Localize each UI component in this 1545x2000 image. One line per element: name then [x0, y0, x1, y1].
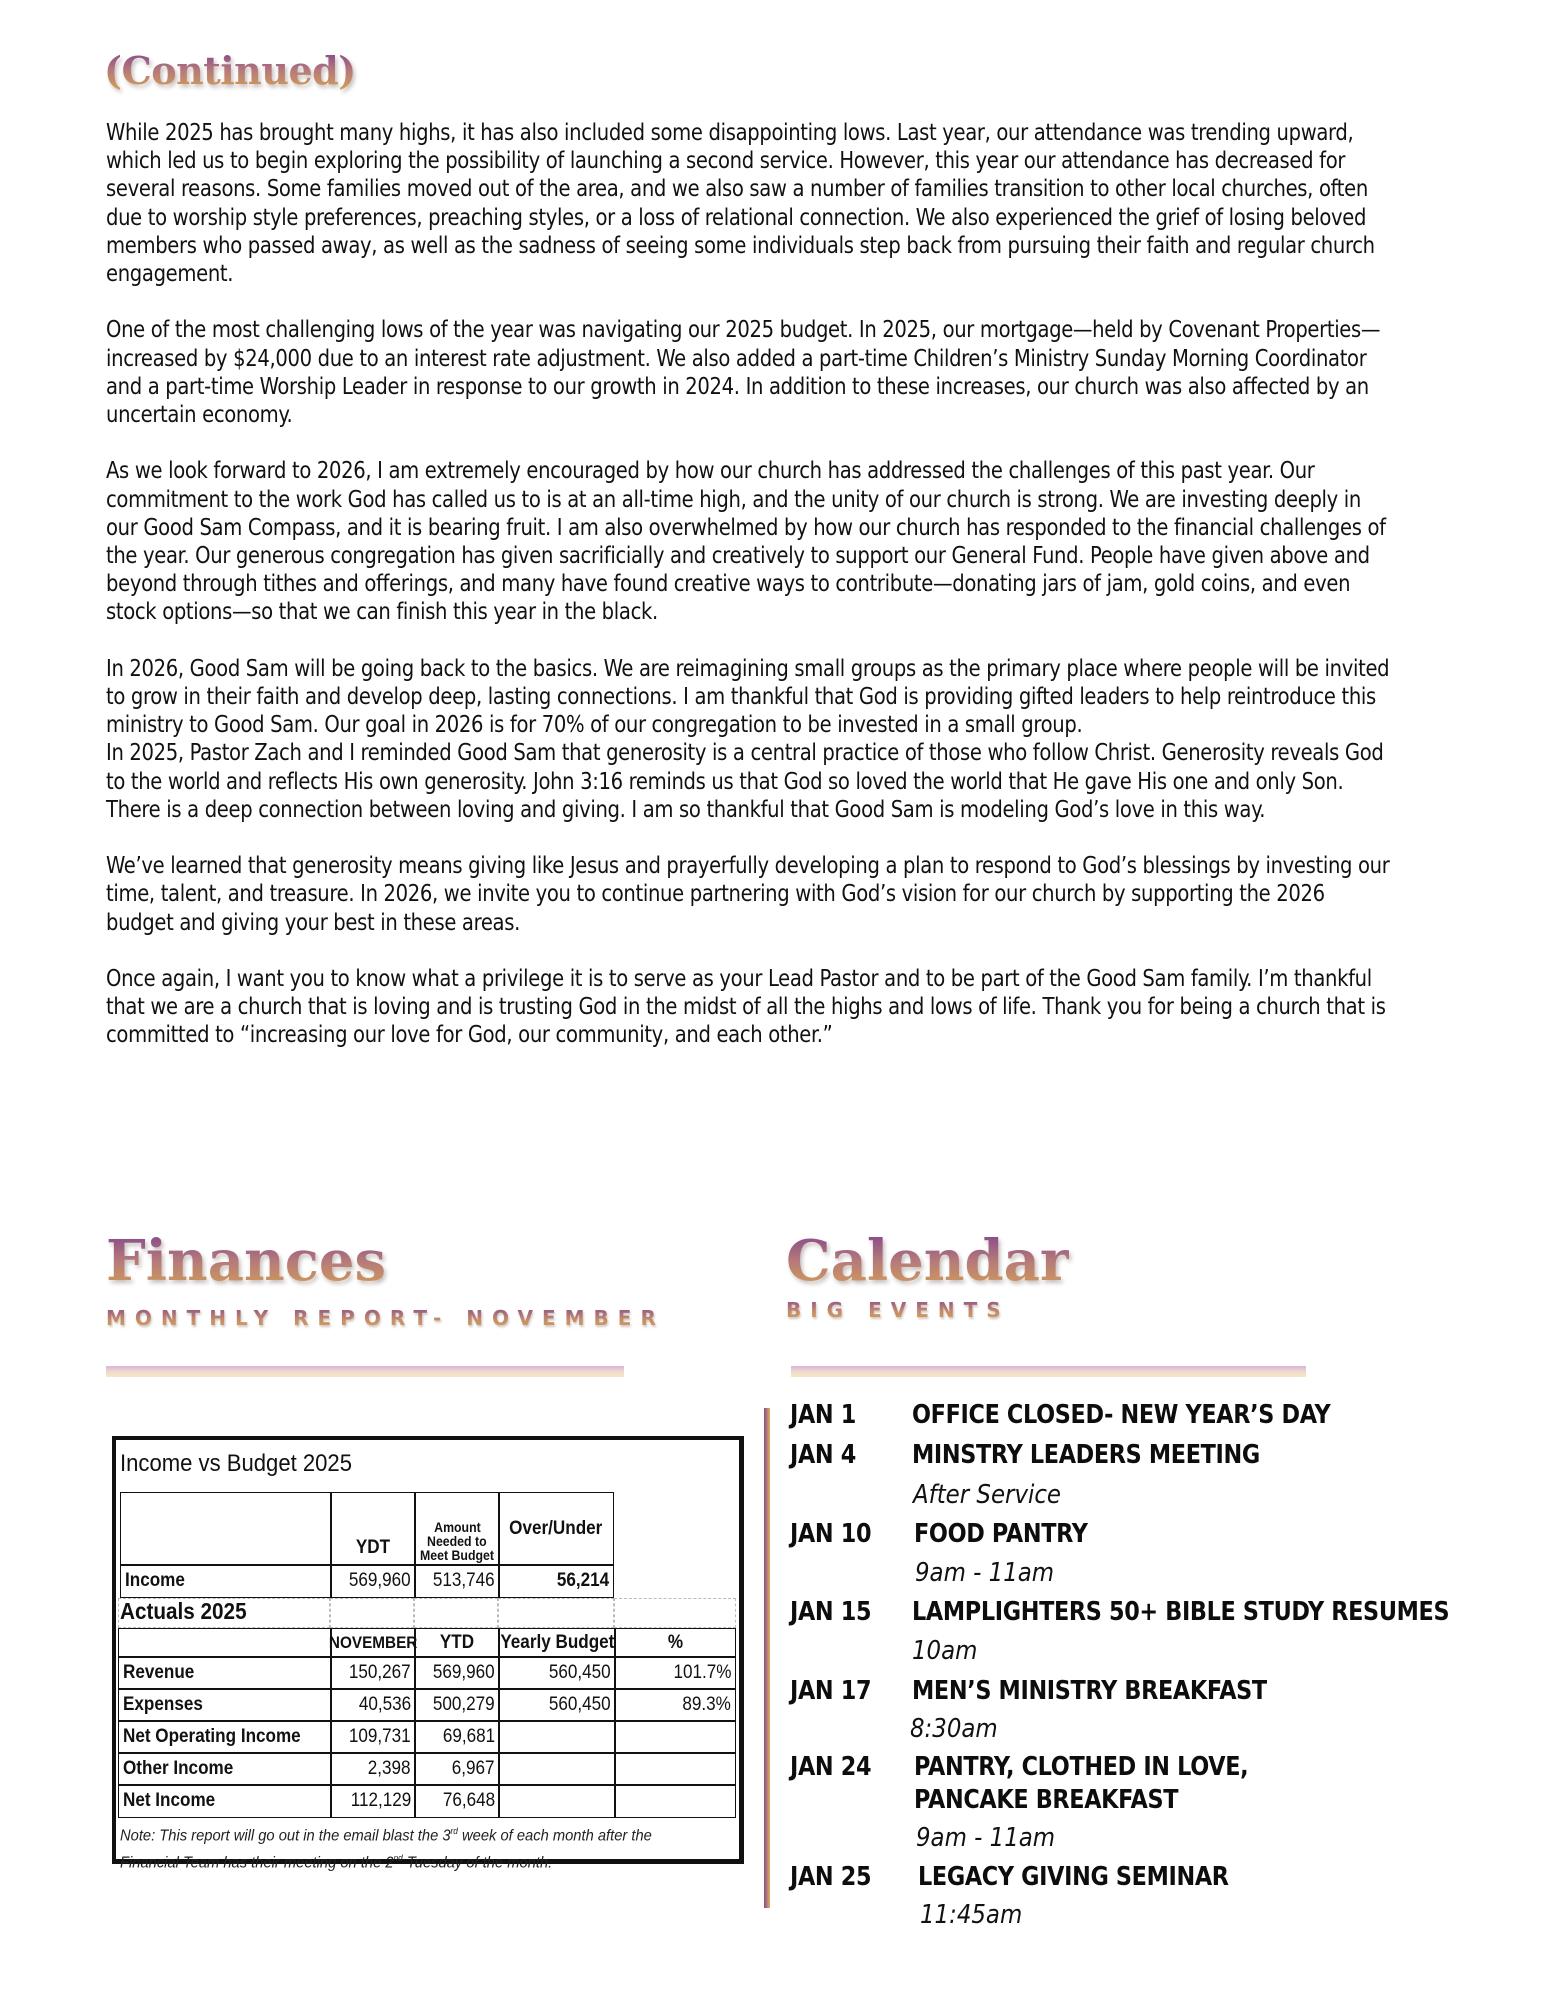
- actuals-row-ytd: 6,967: [414, 1752, 500, 1786]
- actuals-row-pct: 101.7%: [614, 1656, 736, 1690]
- actuals-row-pct: [614, 1784, 736, 1818]
- actuals-row-yearly-budget: 560,450: [498, 1688, 616, 1722]
- event-date: JAN 25: [790, 1862, 872, 1892]
- actuals-row-label: Expenses: [118, 1688, 332, 1722]
- event-title: OFFICE CLOSED- NEW YEAR’S DAY: [912, 1400, 1331, 1430]
- event-date: JAN 4: [790, 1440, 856, 1470]
- event-date: JAN 10: [790, 1519, 872, 1549]
- actuals-row-november: 2,398: [330, 1752, 416, 1786]
- grid-cell: [498, 1598, 614, 1628]
- actuals-row-pct: [614, 1720, 736, 1754]
- grid-cell: [414, 1598, 498, 1628]
- event-title-line2: PANCAKE BREAKFAST: [914, 1785, 1179, 1815]
- actuals-row-ytd: 569,960: [414, 1656, 500, 1690]
- actuals-row-yearly-budget: 560,450: [498, 1656, 616, 1690]
- actuals-row-ytd: 500,279: [414, 1688, 500, 1722]
- event-title: FOOD PANTRY: [914, 1519, 1088, 1549]
- actuals-row-label: Net Income: [118, 1784, 332, 1818]
- actuals-row-label: Other Income: [118, 1752, 332, 1786]
- actuals-row-november: 112,129: [330, 1784, 416, 1818]
- actuals-row-pct: [614, 1752, 736, 1786]
- actuals-row-november: 40,536: [330, 1688, 416, 1722]
- income-header-ydt: YDT: [330, 1492, 416, 1566]
- continued-heading: (Continued): [104, 48, 356, 93]
- event-title: PANTRY, CLOTHED IN LOVE,: [914, 1752, 1249, 1782]
- actuals-row-ytd: 69,681: [414, 1720, 500, 1754]
- event-date: JAN 15: [790, 1597, 872, 1627]
- event-title: MINSTRY LEADERS MEETING: [912, 1440, 1260, 1470]
- finances-subtitle: MONTHLY REPORT- NOVEMBER: [106, 1306, 665, 1330]
- actuals-row-yearly-budget: [498, 1784, 616, 1818]
- actuals-header-pct: %: [614, 1628, 736, 1658]
- income-header-needed: Amount Needed to Meet Budget: [414, 1492, 500, 1566]
- paragraph: One of the most challenging lows of the year was navigating our 2025 budget. In 2025, our mortgage—held by Covenant Properties—increased by $24,000 due to an interest rate adjustment. We also added a part-time Children’s Ministry Sunday Morning Coordinator and a part-time Worship Leader in response to our growth in 2024. In addition to these increases, our church was also affected by an uncertain economy.: [106, 315, 1381, 429]
- income-row-ydt: 569,960: [330, 1564, 416, 1598]
- event-time: 8:30am: [910, 1714, 998, 1744]
- paragraph: While 2025 has brought many highs, it has also included some disappointing lows. Last year, our attendance was trending upward, which led us to begin exploring the possibility of launching a second service. However, this year our attendance has decreased for several reasons. Some families moved out of the area, and we also saw a number of families transition to other local churches, often due to worship style preferences, preaching styles, or a loss of relational connection. We also experienced the grief of losing beloved members who passed away, as well as the sadness of seeing some individuals step back from pursuing their faith and regular church engagement.: [106, 118, 1375, 288]
- income-header-over-under: Over/Under: [498, 1492, 614, 1566]
- actuals-row-november: 150,267: [330, 1656, 416, 1690]
- grid-cell: [330, 1598, 414, 1628]
- actuals-header-ytd: YTD: [414, 1628, 500, 1658]
- event-date: JAN 17: [790, 1676, 872, 1706]
- income-header-blank: [120, 1492, 332, 1566]
- calendar-subtitle: BIG EVENTS: [786, 1298, 1010, 1322]
- actuals-row-label: Revenue: [118, 1656, 332, 1690]
- income-row-needed: 513,746: [414, 1564, 500, 1598]
- income-row-label: Income: [120, 1564, 332, 1598]
- actuals-header-november: NOVEMBER: [330, 1628, 416, 1658]
- actuals-header-blank: [118, 1628, 332, 1658]
- paragraph: In 2026, Good Sam will be going back to the basics. We are reimagining small groups as the primary place where people will be invited to grow in their faith and develop deep, lasting connections. I am thankful that God is providing gifted leaders to help reintroduce this ministry to Good Sam. Our goal in 2026 is for 70% of our congregation to be invested in a small group.: [106, 653, 1390, 739]
- income-vs-budget-title: Income vs Budget 2025: [120, 1450, 352, 1477]
- event-title: LEGACY GIVING SEMINAR: [918, 1862, 1229, 1892]
- actuals-row-yearly-budget: [498, 1720, 616, 1754]
- grid-cell: [614, 1598, 736, 1628]
- actuals-row-pct: 89.3%: [614, 1688, 736, 1722]
- paragraph: We’ve learned that generosity means giving like Jesus and prayerfully developing a plan to respond to God’s blessings by investing our time, talent, and treasure. In 2026, we invite you to continue partnering with God’s vision for our church by supporting the 2026 budget and giving your best in these areas.: [106, 851, 1390, 936]
- paragraph: Once again, I want you to know what a privilege it is to serve as your Lead Pastor and to be part of the Good Sam family. I’m thankful that we are a church that is loving and is trusting God in the midst of all the highs and lows of life. Thank you for being a church that is committed to “increasing our love for God, our community, and each other.”: [106, 964, 1386, 1049]
- letter-body: [106, 118, 1394, 1077]
- actuals-row-november: 109,731: [330, 1720, 416, 1754]
- event-time: 9am - 11am: [915, 1558, 1055, 1588]
- calendar-divider: [791, 1366, 1306, 1377]
- event-title: LAMPLIGHTERS 50+ BIBLE STUDY RESUMES: [912, 1597, 1450, 1627]
- event-date: JAN 1: [790, 1400, 856, 1430]
- finance-report-table: [112, 1436, 744, 1872]
- event-time: 10am: [912, 1636, 978, 1666]
- event-title: MEN’S MINISTRY BREAKFAST: [912, 1676, 1267, 1706]
- calendar-accent-bar: [764, 1408, 770, 1908]
- event-time: 9am - 11am: [916, 1823, 1056, 1853]
- actuals-header-yearly-budget: Yearly Budget: [498, 1628, 616, 1658]
- actuals-row-label: Net Operating Income: [118, 1720, 332, 1754]
- event-time: 11:45am: [920, 1900, 1023, 1930]
- event-date: JAN 24: [790, 1752, 872, 1782]
- paragraph: As we look forward to 2026, I am extremely encouraged by how our church has addressed the challenges of this past year. Our commitment to the work God has called us to is at an all-time high, and the unity of our church is strong. We are investing deeply in our Good Sam Compass, and it is bearing fruit. I am also overwhelmed by how our church has responded to the financial challenges of the year. Our generous congregation has given sacrificially and creatively to support our General Fund. People have given above and beyond through tithes and offerings, and many have found creative ways to contribute—donating jars of jam, gold coins, and even stock options—so that we can finish this year in the black.: [106, 456, 1386, 626]
- actuals-row-yearly-budget: [498, 1752, 616, 1786]
- finances-heading: Finances: [106, 1228, 386, 1294]
- income-row-over-under: 56,214: [498, 1564, 614, 1598]
- actuals-title: Actuals 2025: [120, 1598, 247, 1624]
- actuals-row-ytd: 76,648: [414, 1784, 500, 1818]
- calendar-heading: Calendar: [786, 1228, 1070, 1294]
- event-time: After Service: [913, 1480, 1062, 1510]
- finances-divider: [106, 1366, 624, 1377]
- paragraph: In 2025, Pastor Zach and I reminded Good Sam that generosity is a central practice of those who follow Christ. Generosity reveals God to the world and reflects His own generosity. John 3:16 reminds us that God so loved the world that He gave His one and only Son. There is a deep connection between loving and giving. I am so thankful that Good Sam is modeling God’s love in this way.: [106, 738, 1384, 823]
- report-note: Note: This report will go out in the email blast the 3rd week of each month after the Financial Team has their meeting on the 2nd Tuesday of the month.: [120, 1826, 652, 1872]
